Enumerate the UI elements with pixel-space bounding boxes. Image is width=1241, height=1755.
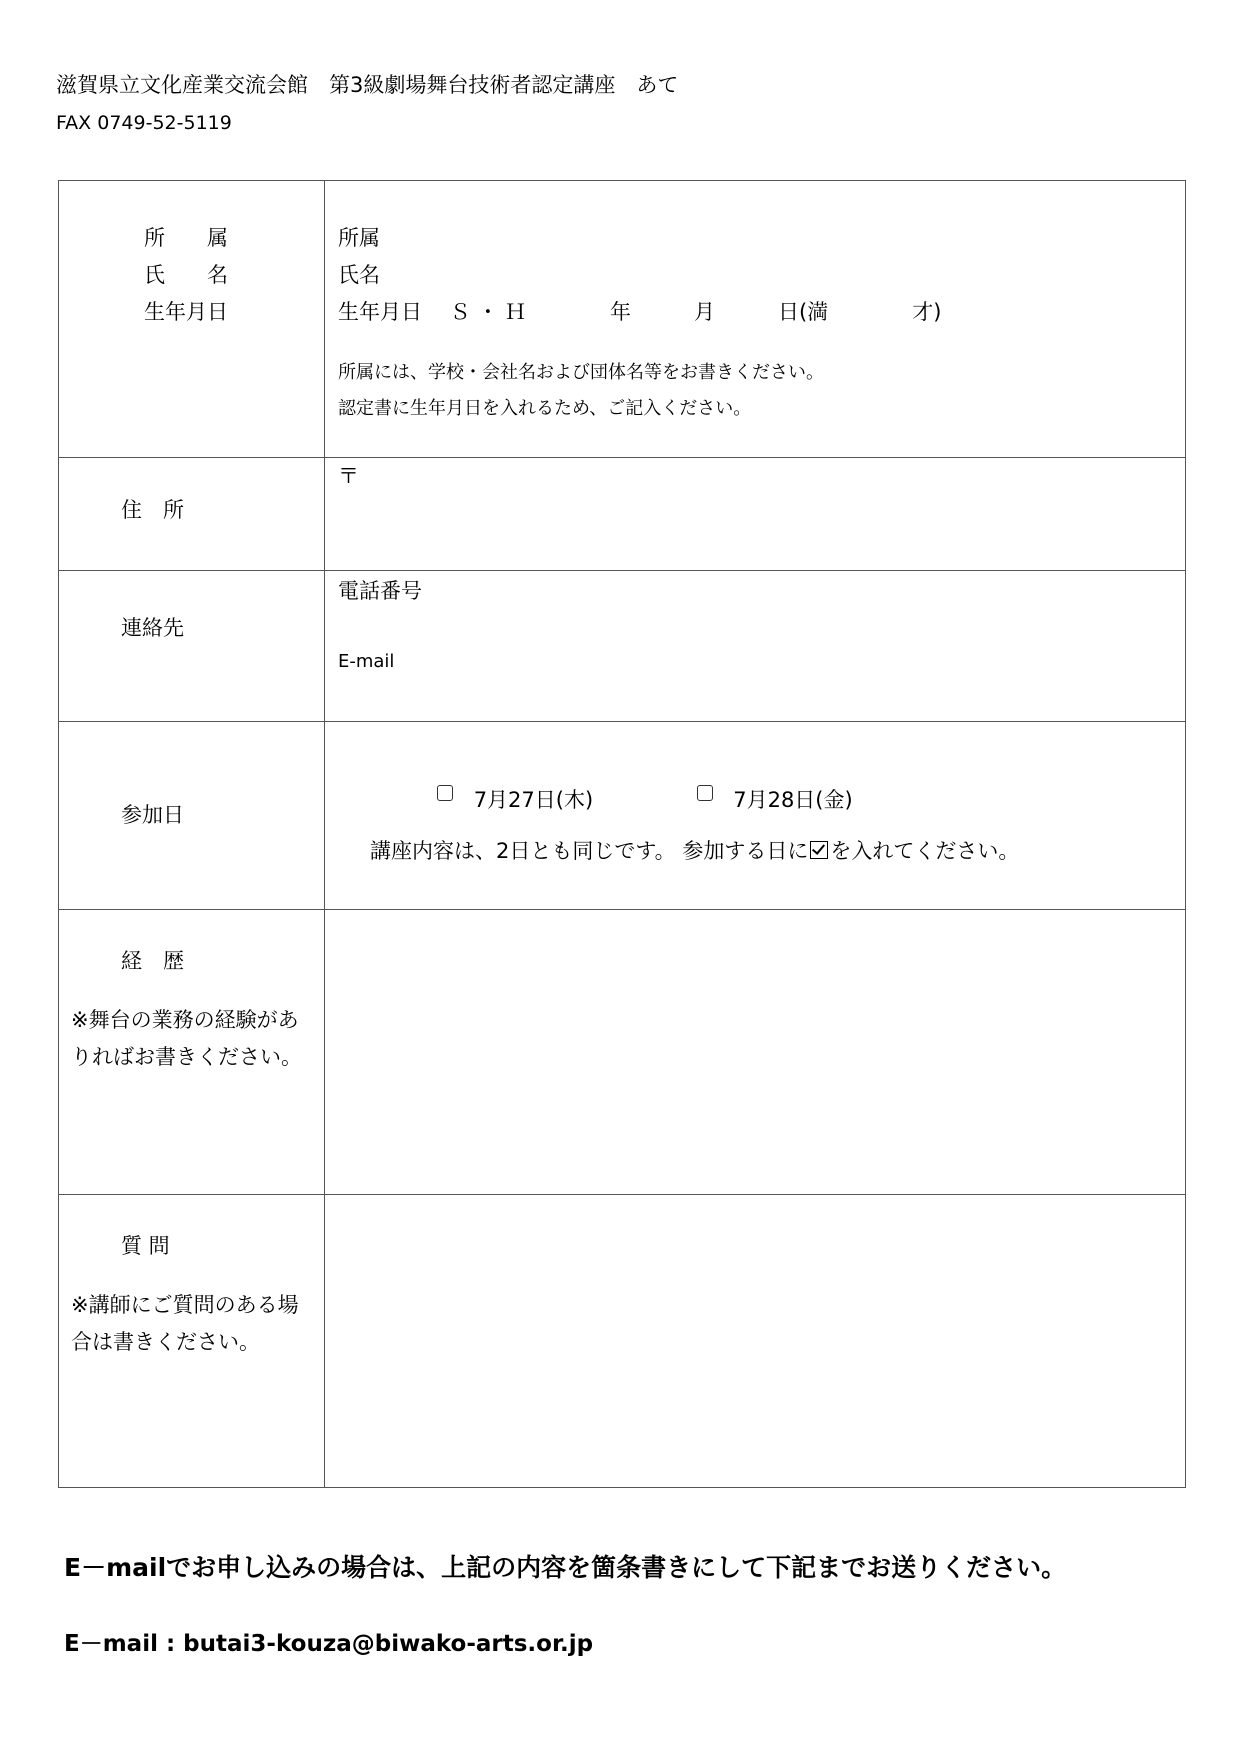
field-name[interactable]: 氏名 (338, 263, 380, 287)
note-career: ※舞台の業務の経験がありればお書きください。 (71, 1008, 302, 1069)
label-cell-career (59, 910, 325, 1195)
row-date (59, 722, 1186, 910)
content-cell-question[interactable] (325, 1195, 1186, 1488)
option-july27-label: 7月27日(木) (473, 788, 594, 812)
note-question: ※講師にご質問のある場合は書きください。 (71, 1293, 299, 1354)
label-birthdate: 生年月日 (144, 300, 228, 324)
row-identity (59, 181, 1186, 458)
content-cell-date (325, 722, 1186, 910)
row-address (59, 458, 1186, 571)
label-question: 質 問 (121, 1234, 170, 1258)
content-cell-identity[interactable] (325, 181, 1186, 458)
date-note-text-end: を入れてください。 (830, 839, 1020, 863)
fax-number: FAX 0749-52-5119 (56, 112, 232, 134)
label-cell-date (59, 722, 325, 910)
date-options (325, 782, 1185, 819)
email-instruction: E－mailでお申し込みの場合は、上記の内容を箇条書きにして下記までお送りください。 (64, 1553, 1067, 1582)
date-note-text: 講座内容は、2日とも同じです。 参加する日に (370, 839, 809, 863)
email-address[interactable]: E－mail : butai3-kouza@biwako-arts.or.jp (64, 1631, 594, 1657)
header (56, 70, 678, 138)
checkbox-july28[interactable] (697, 785, 713, 801)
checkbox-july27[interactable] (437, 785, 453, 801)
label-cell-contact (59, 571, 325, 722)
label-address: 住 所 (121, 498, 184, 522)
addressee-line: 滋賀県立文化産業交流会館 第3級劇場舞台技術者認定講座 あて (56, 73, 679, 97)
row-question (59, 1195, 1186, 1488)
checked-box-icon (810, 841, 828, 859)
label-cell-address (59, 458, 325, 571)
label-cell-identity (59, 181, 325, 458)
note-birthdate: 認定書に生年月日を入れるため、ご記入ください。 (338, 398, 752, 419)
label-affiliation: 所 属 (144, 226, 228, 250)
field-phone[interactable]: 電話番号 (338, 579, 422, 603)
label-date: 参加日 (121, 803, 184, 827)
content-cell-career[interactable] (325, 910, 1186, 1195)
content-cell-address[interactable] (325, 458, 1186, 571)
note-affiliation: 所属には、学校・会社名および団体名等をお書きください。 (338, 362, 824, 383)
application-form (58, 180, 1186, 1488)
label-name: 氏 名 (144, 263, 228, 287)
field-affiliation[interactable]: 所属 (338, 226, 380, 250)
content-cell-contact[interactable] (325, 571, 1186, 722)
label-cell-question (59, 1195, 325, 1488)
label-career: 経 歴 (121, 949, 184, 973)
field-birthdate[interactable]: 生年月日 Ｓ ・ Ｈ 年 月 日(満 才) (338, 300, 942, 324)
field-email[interactable]: E-mail (338, 651, 395, 672)
postal-mark: 〒 (338, 464, 359, 488)
row-career (59, 910, 1186, 1195)
label-contact: 連絡先 (121, 616, 184, 640)
row-contact (59, 571, 1186, 722)
option-july28-label: 7月28日(金) (733, 788, 853, 812)
date-note (325, 833, 1185, 870)
